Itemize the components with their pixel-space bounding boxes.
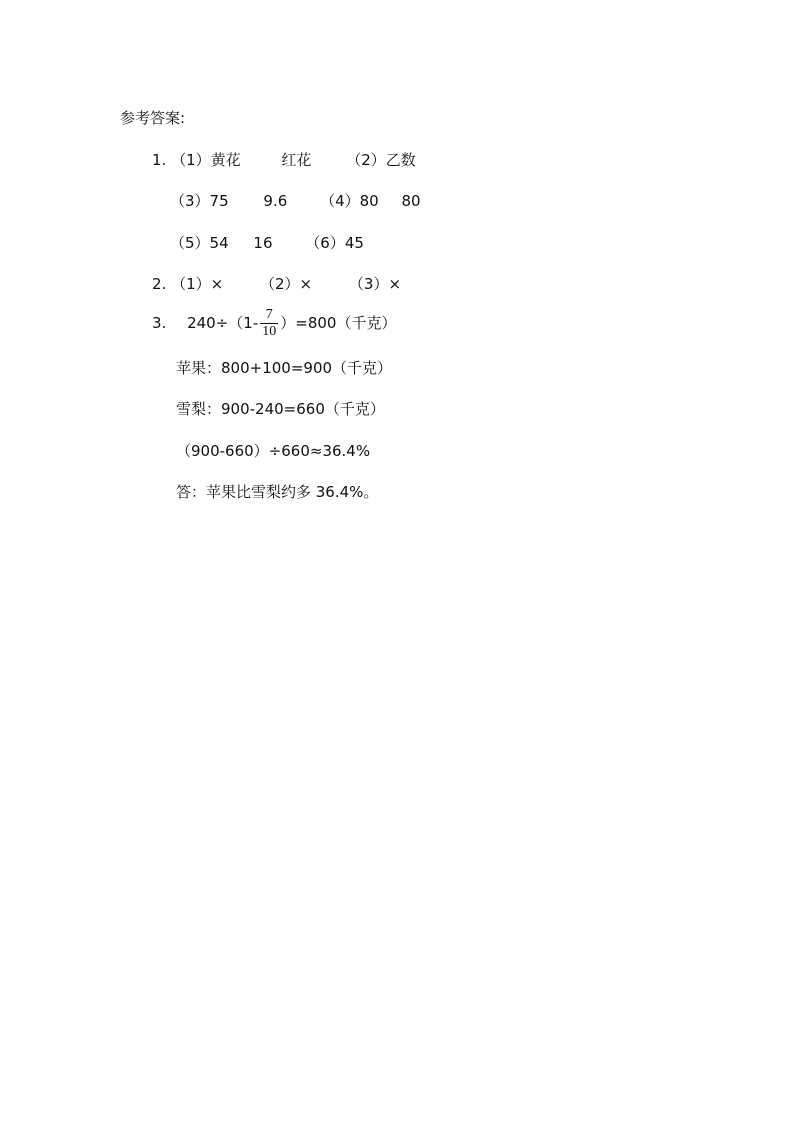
- q2-3-answer: （3）×: [348, 275, 402, 293]
- q2-number: 2.: [152, 275, 167, 293]
- q1-number: 1.: [152, 151, 167, 169]
- q1-line-3: [170, 233, 364, 253]
- q3-apple-line: 苹果：800+100=900（千克）: [176, 359, 393, 377]
- q1-1-answer-2: 红花: [281, 151, 312, 169]
- q1-5-answer-2: 16: [253, 234, 273, 252]
- q3-equation: [152, 306, 396, 340]
- q1-line-2: [170, 191, 421, 211]
- q1-4-answer-2: 80: [401, 192, 421, 210]
- q1-4-answer: （4）80: [320, 192, 379, 210]
- q1-line-1: [152, 150, 416, 170]
- q1-6-answer: （6）45: [305, 234, 364, 252]
- q1-1-answer: （1）黄花: [171, 151, 241, 169]
- q3-eq-after: ）=800（千克）: [280, 314, 397, 332]
- fraction-numerator: 7: [260, 307, 278, 324]
- q2-1-answer: （1）×: [171, 275, 224, 293]
- q1-3-answer: （3）75: [170, 192, 229, 210]
- q2-2-answer: （2）×: [260, 275, 313, 293]
- answer-heading: 参考答案:: [120, 109, 186, 127]
- q3-pear-line: 雪梨：900-240=660（千克）: [176, 400, 385, 418]
- q3-eq-before: 240÷（1-: [187, 314, 259, 332]
- q3-final-answer: 答：苹果比雪梨约多 36.4%。: [176, 483, 379, 501]
- q1-5-answer: （5）54: [170, 234, 229, 252]
- q1-2-answer: （2）乙数: [346, 151, 416, 169]
- fraction-denominator: 10: [262, 324, 277, 339]
- q3-number: 3.: [152, 314, 167, 332]
- fraction: [260, 307, 278, 340]
- q2-line: [152, 274, 401, 294]
- q3-ratio-line: （900-660）÷660≈36.4%: [176, 442, 371, 460]
- q1-3-answer-2: 9.6: [263, 192, 288, 210]
